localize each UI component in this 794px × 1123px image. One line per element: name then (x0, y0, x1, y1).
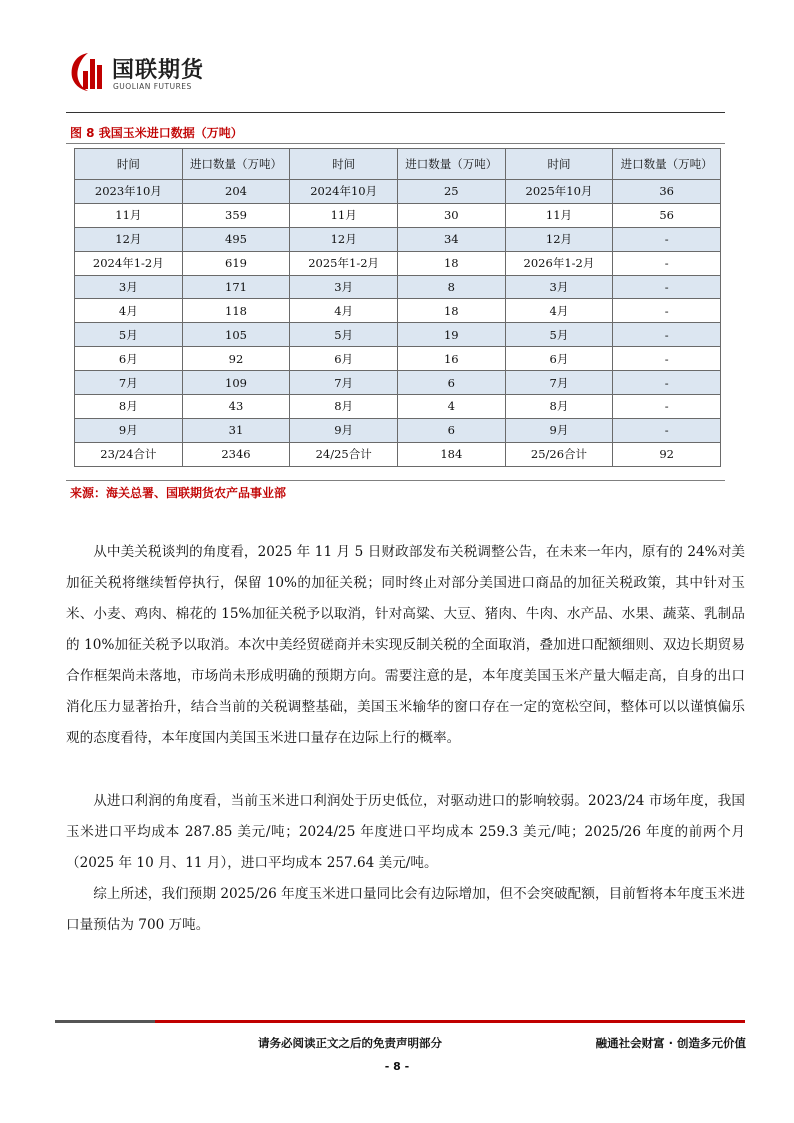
table-cell: 18 (397, 251, 505, 275)
table-cell: - (613, 227, 721, 251)
table-cell: 19 (397, 323, 505, 347)
table-cell: 105 (182, 323, 290, 347)
table-cell: 25/26合计 (505, 442, 613, 466)
company-logo (68, 49, 248, 99)
table-cell: 30 (397, 203, 505, 227)
table-cell: 18 (397, 299, 505, 323)
table-cell: 3月 (505, 275, 613, 299)
table-cell: 7月 (290, 371, 398, 395)
table-cell: 92 (613, 442, 721, 466)
table-cell: 109 (182, 371, 290, 395)
table-cell: 23/24合计 (75, 442, 183, 466)
table-cell: 11月 (505, 203, 613, 227)
footer-disclaimer: 请务必阅读正文之后的免责声明部分 (258, 1036, 442, 1050)
table-cell: 5月 (290, 323, 398, 347)
table-cell: 92 (182, 347, 290, 371)
logo-mark-icon (68, 49, 108, 93)
footer-slogan: 融通社会财富 · 创造多元价值 (595, 1036, 746, 1050)
table-cell: 43 (182, 395, 290, 419)
table-cell: 9月 (290, 418, 398, 442)
table-row (75, 180, 721, 204)
footer-divider-red (155, 1020, 745, 1023)
corn-import-table (74, 148, 721, 467)
table-cell: - (613, 418, 721, 442)
table-cell: 31 (182, 418, 290, 442)
table-cell: 12月 (505, 227, 613, 251)
figure-source: 来源：海关总署、国联期货农产品事业部 (70, 486, 287, 500)
figure-title: 图 8 我国玉米进口数据（万吨） (70, 126, 243, 140)
table-row (75, 203, 721, 227)
table-cell: - (613, 251, 721, 275)
table-cell: 8月 (75, 395, 183, 419)
table-cell: 12月 (75, 227, 183, 251)
table-row (75, 371, 721, 395)
table-cell: 2026年1-2月 (505, 251, 613, 275)
col-header: 时间 (290, 149, 398, 180)
table-cell: 8月 (505, 395, 613, 419)
table-cell: 8月 (290, 395, 398, 419)
table-row (75, 418, 721, 442)
body-paragraph: 从中美关税谈判的角度看，2025 年 11 月 5 日财政部发布关税调整公告，在未来一年内，原有的 24%对美加征关税将继续暂停执行，保留 10%的加征关税；同时终止对部分美国进口商品的加征关税政策，其中针对玉米、小麦、鸡肉、棉花的 15%加征关税予以取消，针对高粱、大豆、猪肉、牛肉、水产品、水果、蔬菜、乳制品的 10%加征关税予以取消。本次中美经贸磋商并未实现反制关税的全面取消，叠加进口配额细则、双边长期贸易合作框架尚未落地，市场尚未形成明确的预期方向。需要注意的是，本年度美国玉米产量大幅走高，自身的出口消化压力显著抬升，结合当前的关税调整基础，美国玉米输华的窗口存在一定的宽松空间，整体可以以谨慎偏乐观的态度看待，本年度国内美国玉米进口量存在边际上行的概率。 (66, 544, 745, 746)
table-cell: 2023年10月 (75, 180, 183, 204)
table-cell: 6月 (505, 347, 613, 371)
table-row (75, 347, 721, 371)
table-cell: 11月 (290, 203, 398, 227)
table-cell: 6 (397, 371, 505, 395)
table-cell: 4月 (75, 299, 183, 323)
table-cell: 5月 (75, 323, 183, 347)
col-header: 进口数量（万吨） (613, 149, 721, 180)
table-cell: 619 (182, 251, 290, 275)
footer-divider-gray (55, 1020, 155, 1023)
table-cell: 495 (182, 227, 290, 251)
table-row (75, 395, 721, 419)
table-cell: - (613, 395, 721, 419)
table-cell: 9月 (75, 418, 183, 442)
table-row (75, 251, 721, 275)
figure-rule-top (66, 143, 725, 144)
col-header: 进口数量（万吨） (397, 149, 505, 180)
table-row (75, 323, 721, 347)
table-cell: 9月 (505, 418, 613, 442)
table-cell: 12月 (290, 227, 398, 251)
table-row (75, 299, 721, 323)
table-cell: 16 (397, 347, 505, 371)
table-cell: 6月 (290, 347, 398, 371)
table-cell: 56 (613, 203, 721, 227)
table-cell: 2024年1-2月 (75, 251, 183, 275)
table-cell: 34 (397, 227, 505, 251)
table-cell: 3月 (290, 275, 398, 299)
table-header-row (75, 149, 721, 180)
table-row (75, 442, 721, 466)
table-cell: 8 (397, 275, 505, 299)
table-row (75, 275, 721, 299)
table-cell: 4月 (505, 299, 613, 323)
table-cell: 5月 (505, 323, 613, 347)
table-cell: 36 (613, 180, 721, 204)
table-row (75, 227, 721, 251)
col-header: 时间 (75, 149, 183, 180)
table-cell: 171 (182, 275, 290, 299)
table-cell: 204 (182, 180, 290, 204)
body-paragraph: 综上所述，我们预期 2025/26 年度玉米进口量同比会有边际增加，但不会突破配额，目前暂将本年度玉米进口量预估为 700 万吨。 (66, 886, 745, 933)
body-paragraph: 从进口利润的角度看，当前玉米进口利润处于历史低位，对驱动进口的影响较弱。2023/24 市场年度，我国玉米进口平均成本 287.85 美元/吨；2024/25 年度进口平均成本 259.3 美元/吨；2025/26 年度的前两个月（2025 年 10 月、11 月），进口平均成本 257.64 美元/吨。 (66, 793, 745, 871)
company-name-en: GUOLIAN FUTURES (113, 82, 192, 91)
table-cell: - (613, 347, 721, 371)
table-cell: 24/25合计 (290, 442, 398, 466)
table-cell: - (613, 275, 721, 299)
table-cell: 2024年10月 (290, 180, 398, 204)
page-number: - 8 - (384, 1060, 410, 1073)
table-cell: 2346 (182, 442, 290, 466)
table-cell: - (613, 299, 721, 323)
table-cell: 359 (182, 203, 290, 227)
table-cell: 7月 (75, 371, 183, 395)
table-cell: 3月 (75, 275, 183, 299)
table-cell: 118 (182, 299, 290, 323)
header-divider (66, 112, 725, 113)
table-cell: 4月 (290, 299, 398, 323)
table-cell: 7月 (505, 371, 613, 395)
table-cell: - (613, 371, 721, 395)
table-cell: 4 (397, 395, 505, 419)
col-header: 进口数量（万吨） (182, 149, 290, 180)
table-cell: 6月 (75, 347, 183, 371)
table-cell: 2025年1-2月 (290, 251, 398, 275)
figure-rule-bottom (66, 480, 725, 481)
col-header: 时间 (505, 149, 613, 180)
table-cell: 25 (397, 180, 505, 204)
table-cell: 2025年10月 (505, 180, 613, 204)
table-cell: - (613, 323, 721, 347)
table-cell: 11月 (75, 203, 183, 227)
table-cell: 184 (397, 442, 505, 466)
table-cell: 6 (397, 418, 505, 442)
company-name-cn: 国联期货 (112, 58, 205, 83)
